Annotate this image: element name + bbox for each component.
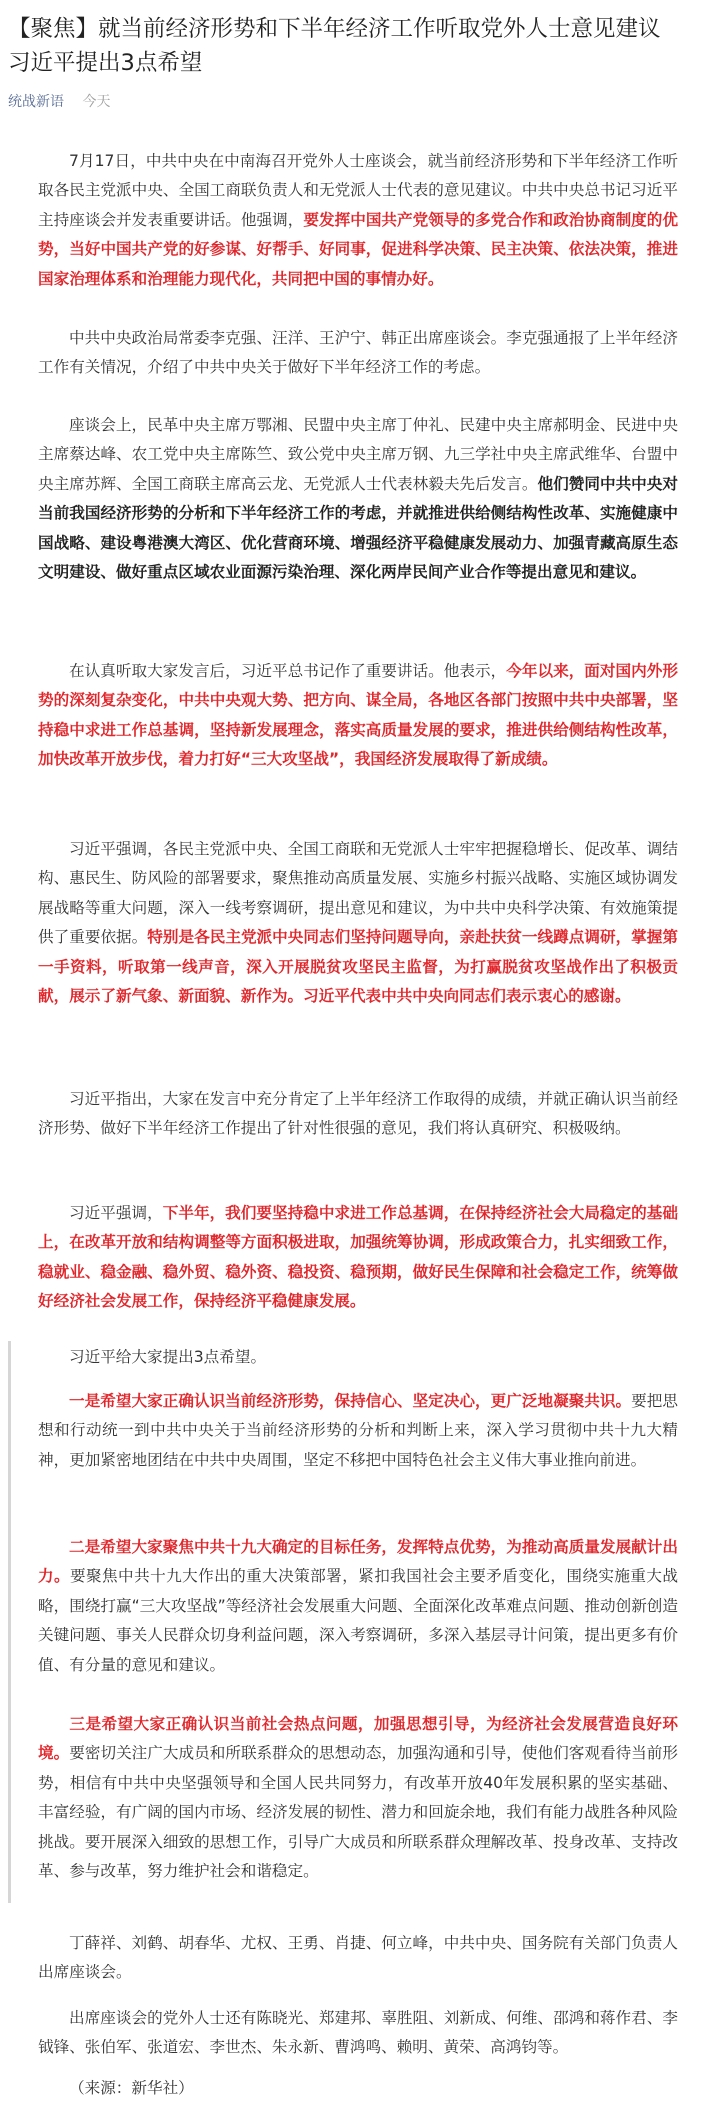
paragraph-5-emphasis: 特别是各民主党派中央同志们坚持问题导向，亲赴扶贫一线蹲点调研，掌握第一手资料，听取第一线声音，深入开展脱贫攻坚民主监督，为打赢脱贫攻坚战作出了积极贡献，展示了新气象、新面貌、新作为。习近平代表中共中央向同志们表示衷心的感谢。	[38, 928, 678, 1006]
source-text: （来源：新华社）	[69, 2079, 194, 2097]
hope-2-emphasis: 二是希望大家聚焦中共十九大确定的目标任务，发挥特点优势，为推动高质量发展献计出力。	[38, 1538, 678, 1586]
paragraph-6	[38, 1085, 678, 1144]
hope-2	[38, 1533, 678, 1680]
paragraph-5-text: 习近平强调，各民主党派中央、全国工商联和无党派人士牢牢把握稳增长、促改革、调结构、惠民生、防风险的部署要求，聚焦推动高质量发展、实施乡村振兴战略、实施区域协调发展战略等重大问题，深入一线考察调研，提出意见和建议，为中共中央科学决策、有效施策提供了重要依据。	[38, 840, 678, 947]
paragraph-7-text: 习近平强调，	[69, 1204, 163, 1222]
paragraph-1	[38, 147, 678, 294]
source-line	[38, 2074, 678, 2103]
paragraph-4	[38, 657, 678, 775]
hope-1-text: 要把思想和行动统一到中共中央关于当前经济形势的分析和判断上来，深入学习贯彻中共十九大精神，更加紧密地团结在中共中央周围，坚定不移把中国特色社会主义伟大事业推向前进。	[38, 1392, 678, 1469]
paragraph-3-text: 座谈会上，民革中央主席万鄂湘、民盟中央主席丁仲礼、民建中央主席郝明金、民进中央主席蔡达峰、农工党中央主席陈竺、致公党中央主席万钢、九三学社中央主席武维华、台盟中央主席苏辉、全国工商联主席高云龙、无党派人士代表林毅夫先后发言。	[38, 416, 678, 493]
article-title: 【聚焦】就当前经济形势和下半年经济工作听取党外人士意见建议 习近平提出3点希望	[8, 16, 661, 76]
paragraph-8-text: 习近平给大家提出3点希望。	[69, 1348, 267, 1366]
paragraph-10	[38, 2004, 678, 2063]
hope-1	[38, 1387, 678, 1475]
paragraph-7-emphasis: 下半年，我们要坚持稳中求进工作总基调，在保持经济社会大局稳定的基础上，在改革开放和结构调整等方面积极进取，加强统筹协调，形成政策合力，扎实细致工作，稳就业、稳金融、稳外贸、稳外资、稳投资、稳预期，做好民生保障和社会稳定工作，统筹做好经济社会发展工作，保持经济平稳健康发展。	[38, 1204, 678, 1311]
hope-3	[38, 1710, 678, 1886]
paragraph-1-text: 7月17日，中共中央在中南海召开党外人士座谈会，就当前经济形势和下半年经济工作听取各民主党派中央、全国工商联负责人和无党派人士代表的意见建议。中共中央总书记习近平主持座谈会并发表重要讲话。他强调，	[38, 152, 678, 229]
paragraph-8	[38, 1343, 678, 1372]
hope-2-text: 要聚焦中共十九大作出的重大决策部署，紧扣我国社会主要矛盾变化，围绕实施重大战略，围绕打赢“三大攻坚战”等经济社会发展重大问题、全面深化改革难点问题、推动创新创造关键问题、事关人民群众切身利益问题，深入考察调研，多深入基层寻计问策，提出更多有价值、有分量的意见和建议。	[38, 1567, 678, 1674]
paragraph-2-text: 中共中央政治局常委李克强、汪洋、王沪宁、韩正出席座谈会。李克强通报了上半年经济工作有关情况，介绍了中共中央关于做好下半年经济工作的考虑。	[38, 329, 678, 377]
paragraph-6-text: 习近平指出，大家在发言中充分肯定了上半年经济工作取得的成绩，并就正确认识当前经济形势、做好下半年经济工作提出了针对性很强的意见，我们将认真研究、积极吸纳。	[38, 1090, 678, 1138]
hope-3-emphasis: 三是希望大家正确认识当前社会热点问题，加强思想引导，为经济社会发展营造良好环境。	[38, 1715, 678, 1763]
paragraph-10-text: 出席座谈会的党外人士还有陈晓光、郑建邦、辜胜阻、刘新成、何维、邵鸿和蒋作君、李钺锋、张伯军、张道宏、李世杰、朱永新、曹鸿鸣、赖明、黄荣、高鸿钧等。	[38, 2009, 678, 2057]
paragraph-1-emphasis: 要发挥中国共产党领导的多党合作和政治协商制度的优势，当好中国共产党的好参谋、好帮手、好同事，促进科学决策、民主决策、依法决策，推进国家治理体系和治理能力现代化，共同把中国的事情办好。	[38, 210, 678, 288]
paragraph-4-emphasis: 今年以来，面对国内外形势的深刻复杂变化，中共中央观大势、把方向、谋全局，各地区各部门按照中共中央部署，坚持稳中求进工作总基调，坚持新发展理念，落实高质量发展的要求，推进供给侧结构性改革，加快改革开放步伐，着力打好“三大攻坚战”，我国经济发展取得了新成绩。	[38, 662, 678, 769]
account-name-link[interactable]: 统战新语	[8, 94, 64, 110]
paragraph-9-text: 丁薛祥、刘鹤、胡春华、尤权、王勇、肖捷、何立峰，中共中央、国务院有关部门负责人出席座谈会。	[38, 1934, 678, 1982]
blockquote-bar	[8, 1341, 11, 1903]
article-meta	[8, 93, 110, 111]
hope-3-text: 要密切关注广大成员和所联系群众的思想动态，加强沟通和引导，使他们客观看待当前形势，相信有中共中央坚强领导和全国人民共同努力，有改革开放40年发展积累的坚实基础、丰富经验，有广阔的国内市场、经济发展的韧性、潜力和回旋余地，我们有能力战胜各种风险挑战。要开展深入细致的思想工作，引导广大成员和所联系群众理解改革、投身改革、支持改革、参与改革，努力维护社会和谐稳定。	[38, 1744, 678, 1881]
paragraph-9	[38, 1929, 678, 1988]
paragraph-3-bold: 他们赞同中共中央对当前我国经济形势的分析和下半年经济工作的考虑，并就推进供给侧结构性改革、实施健康中国战略、建设粤港澳大湾区、优化营商环境、增强经济平稳健康发展动力、加强青藏高原生态文明建设、做好重点区域农业面源污染治理、深化两岸民间产业合作等提出意见和建议。	[38, 474, 678, 582]
paragraph-5	[38, 835, 678, 1011]
paragraph-7	[38, 1199, 678, 1317]
hope-1-emphasis: 一是希望大家正确认识当前经济形势，保持信心、坚定决心，更广泛地凝聚共识。	[69, 1392, 632, 1410]
paragraph-3	[38, 411, 678, 587]
paragraph-2	[38, 324, 678, 383]
publish-date: 今天	[82, 94, 111, 110]
paragraph-4-text: 在认真听取大家发言后，习近平总书记作了重要讲话。他表示，	[69, 662, 507, 680]
